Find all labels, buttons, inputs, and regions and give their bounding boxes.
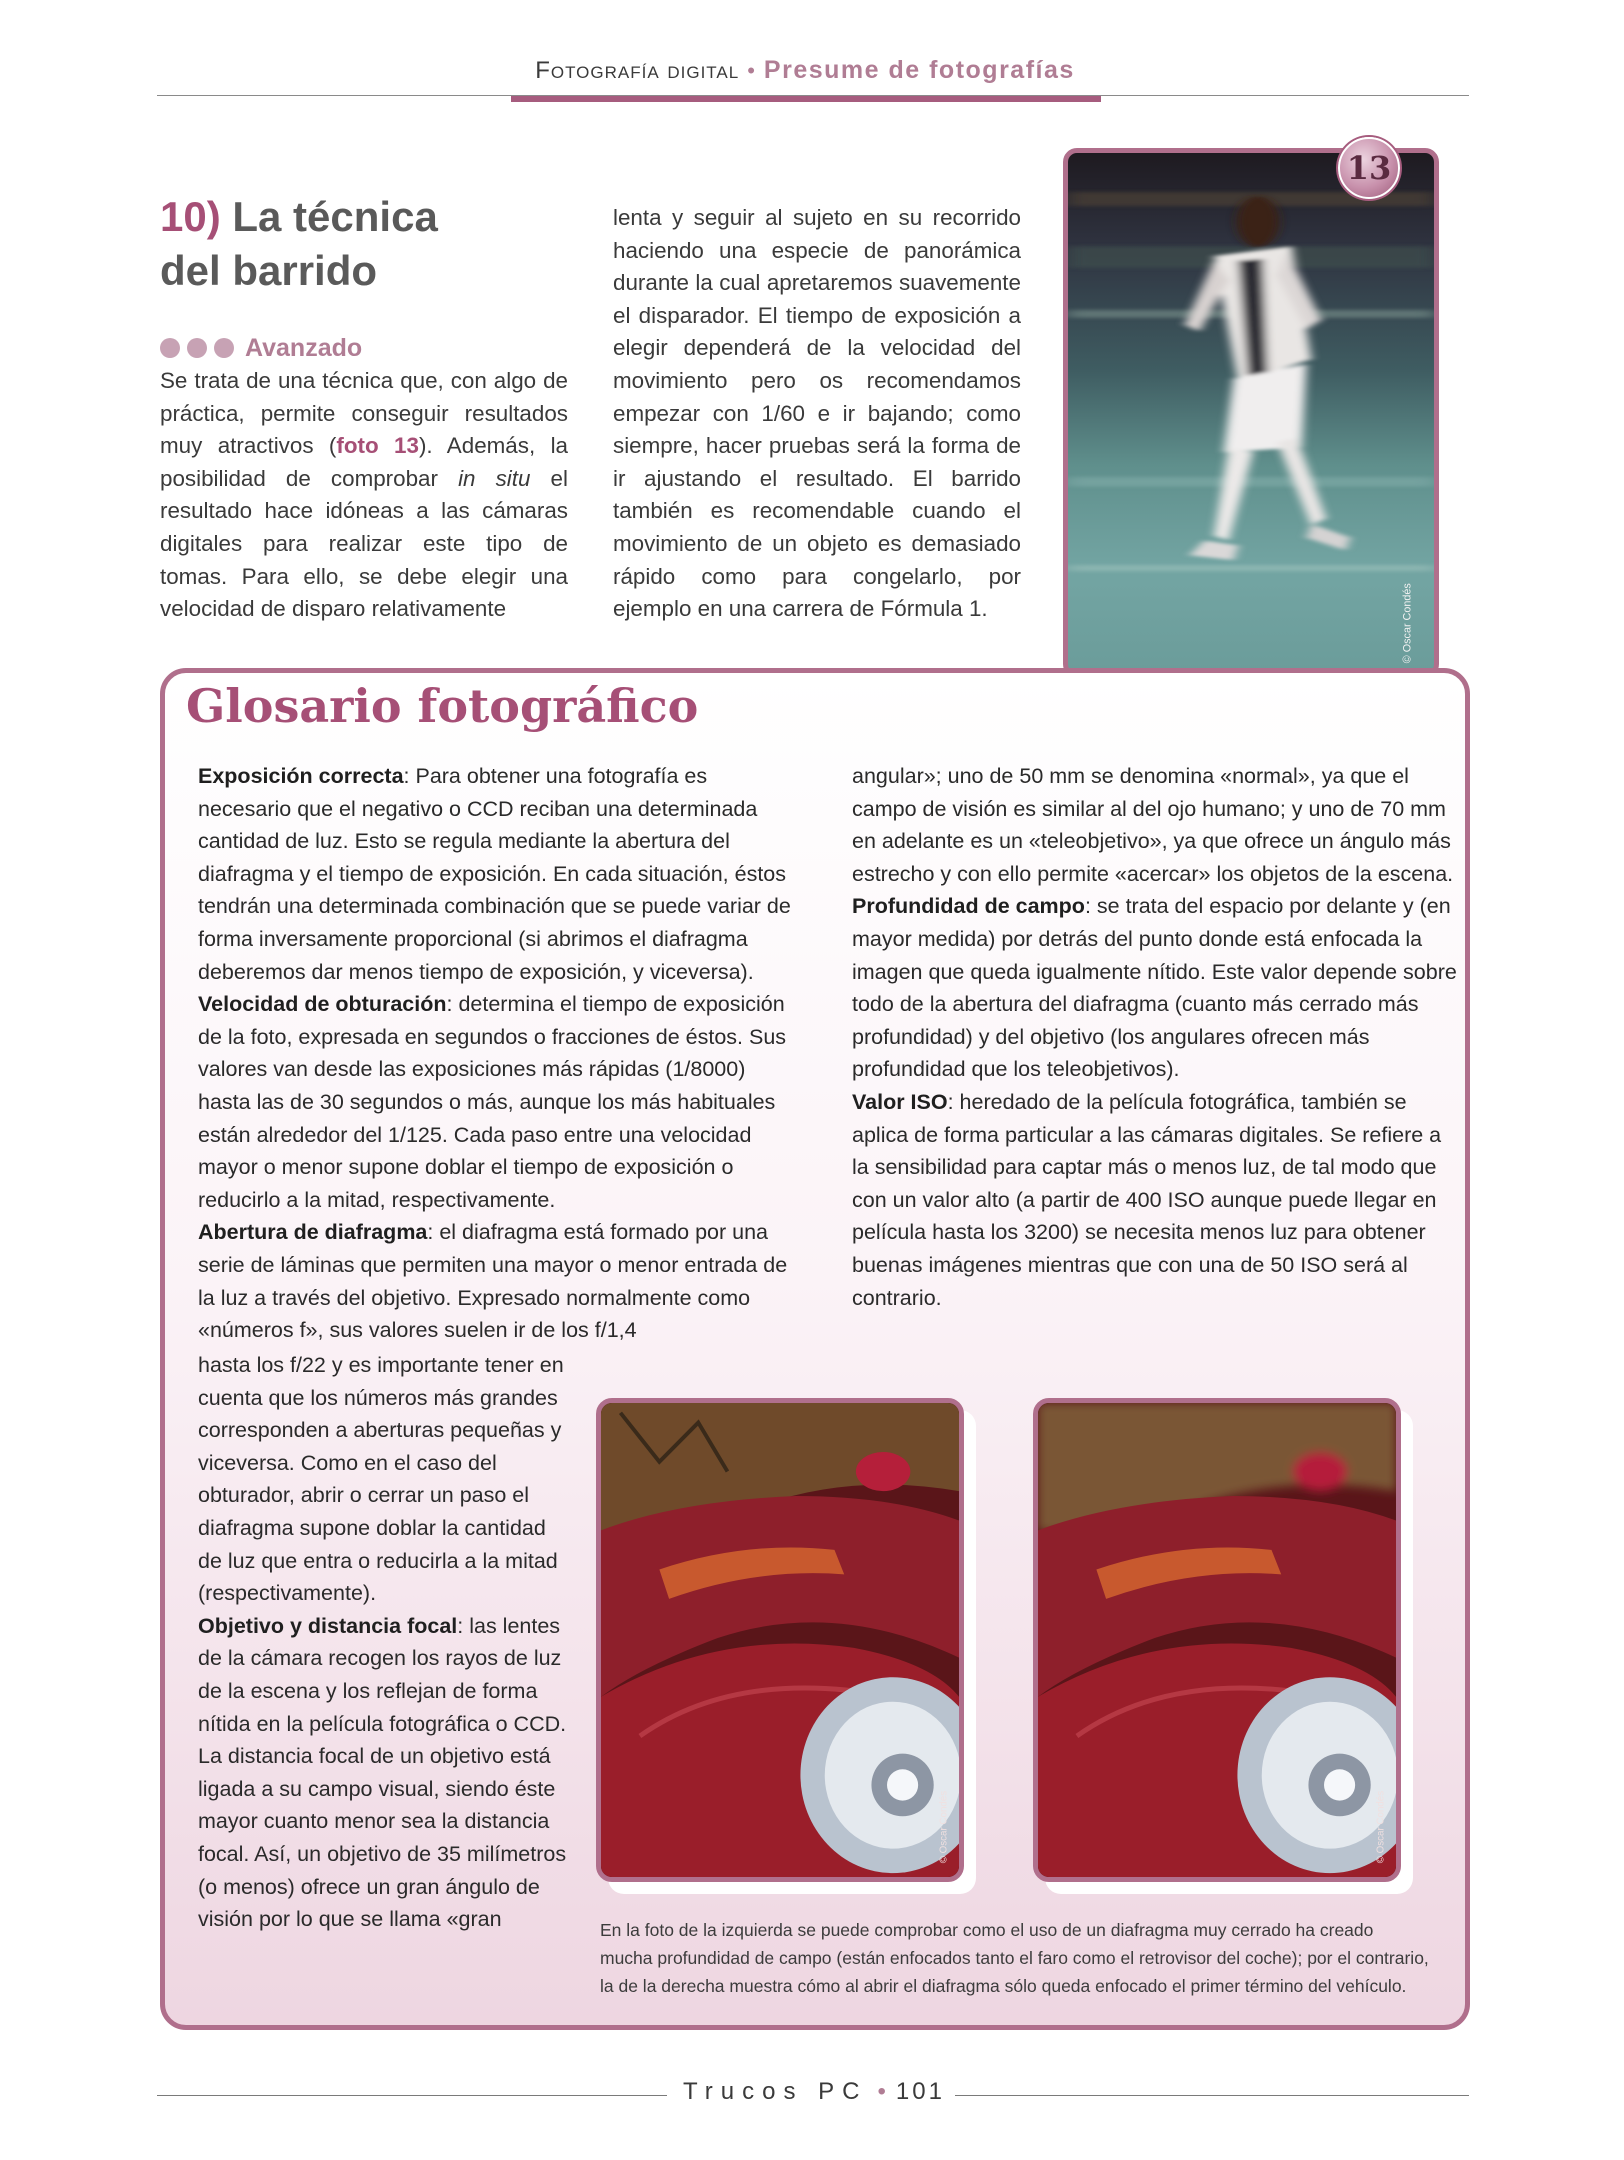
car-photo-open-aperture bbox=[1033, 1398, 1401, 1882]
panning-photo-illustration bbox=[1068, 153, 1434, 673]
photo-reference: foto 13 bbox=[336, 433, 419, 459]
photo-13-credit: © Oscar Condés bbox=[1401, 583, 1414, 664]
car-left-credit: © Oscar Condés bbox=[938, 1790, 950, 1864]
intro-emphasis: in situ bbox=[458, 465, 531, 491]
glossary-definition: : el diafragma está formado por una serie de láminas que permiten una mayor o menor entrada de la luz a través del objetivo. Expresado normalmente como «números f», sus valores suelen ir de los f/1,4 bbox=[198, 1220, 788, 1343]
glossary-column-1-narrow bbox=[198, 1349, 570, 1936]
running-header bbox=[510, 56, 1100, 90]
glossary-entry bbox=[852, 890, 1460, 1086]
footer-separator: • bbox=[877, 2078, 886, 2105]
section-number: 10) bbox=[160, 193, 221, 240]
header-section: Fotografía digital bbox=[535, 57, 740, 84]
glossary-definition: : se trata del espacio por delante y (en mayor medida) por detrás del punto donde está enfocada la imagen que queda igualmente nítido. Este valor depende sobre todo de la abertura del diafragma (cuanto más cerrado más profundidad) y del objetivo (los angulares ofrecen más profundidad que los teleobjetivos). bbox=[852, 894, 1457, 1082]
glossary-column-2 bbox=[852, 760, 1460, 1314]
photo-caption: En la foto de la izquierda se puede comprobar como el uso de un diafragma muy cerrado ha creado mucha profundidad de campo (están enfocados tanto el faro como el retrovisor del coche); por el contrario, la de la derecha muestra cómo al abrir el diafragma sólo queda enfocado el primer término del vehículo. bbox=[600, 1920, 1429, 1996]
page-number: 101 bbox=[895, 2078, 945, 2105]
header-subtitle: Presume de fotografías bbox=[763, 56, 1075, 84]
footer-rule-right bbox=[955, 2095, 1469, 2096]
glossary-term: Profundidad de campo bbox=[852, 894, 1085, 919]
car-photo-illustration bbox=[601, 1403, 959, 1877]
intro-column-1 bbox=[160, 365, 568, 626]
section-title-line1: La técnica bbox=[232, 193, 438, 240]
photo-13-panning bbox=[1063, 148, 1439, 678]
glossary-entry bbox=[198, 760, 798, 988]
glossary-definition-continued: hasta los f/22 y es importante tener en cuenta que los números más grandes corresponden a aberturas pequeñas y viceversa. Como en el caso del obturador, abrir o cerrar un paso el diafragma supone doblar la cantidad de luz que entra o reducirla a la mitad (respectivamente). bbox=[198, 1353, 564, 1606]
footer-magazine: Trucos PC bbox=[683, 2078, 868, 2105]
glossary-term: Valor ISO bbox=[852, 1089, 948, 1114]
glossary-definition: : las lentes de la cámara recogen los rayos de luz de la escena y los reflejan de forma nítida en la película fotográfica o CCD. La distancia focal de un objetivo está ligada a su campo visual, siendo éste mayor cuanto menor sea la distancia focal. Así, un objetivo de 35 milímetros (o menos) ofrece un gran ángulo de visión por lo que se llama «gran bbox=[198, 1613, 567, 1932]
glossary-entry bbox=[852, 1086, 1460, 1314]
page-footer bbox=[680, 2078, 948, 2112]
glossary-term: Abertura de diafragma bbox=[198, 1220, 428, 1245]
footer-rule-left bbox=[157, 2095, 667, 2096]
glossary-entry bbox=[198, 1610, 570, 1936]
glossary-term: Velocidad de obturación bbox=[198, 992, 447, 1017]
car-photo-closed-aperture bbox=[596, 1398, 964, 1882]
level-label: Avanzado bbox=[245, 333, 363, 362]
glossary-title: Glosario fotográfico bbox=[186, 679, 699, 733]
glossary-column-1 bbox=[198, 760, 798, 1347]
header-separator: • bbox=[747, 58, 756, 83]
glossary-definition: : Para obtener una fotografía es necesario que el negativo o CCD reciban una determinada cantidad de luz. Esto se regula mediante la abertura del diafragma y el tiempo de exposición. En cada situación, éstos tendrán una determinada combinación que se puede variar de forma inversamente proporcional (si abrimos el diafragma deberemos dar menos tiempo de exposición, y viceversa). bbox=[198, 764, 791, 984]
header-accent-bar bbox=[511, 96, 1101, 102]
car-right-credit: © Oscar Condés bbox=[1375, 1790, 1387, 1864]
car-photo-illustration bbox=[1038, 1403, 1396, 1877]
glossary-definition: : determina el tiempo de exposición de la foto, expresada en segundos o fracciones de éstos. Sus valores van desde las exposiciones más rápidas (1/8000) hasta las de 30 segundos o más, aunque los más habituales están alrededor del 1/125. Cada paso entre una velocidad mayor o menor supone doblar el tiempo de exposición o reducirlo a la mitad, respectivamente. bbox=[198, 992, 787, 1212]
level-dot-icon bbox=[187, 338, 207, 358]
intro-text: Se trata de una técnica que, con algo de práctica, permite conseguir resultados muy atractivos ( bbox=[160, 368, 568, 459]
glossary-term: Objetivo y distancia focal bbox=[198, 1613, 458, 1638]
glossary-entry bbox=[198, 988, 798, 1216]
level-dot-icon bbox=[160, 338, 180, 358]
glossary-definition: : heredado de la película fotográfica, también se aplica de forma particular a las cámaras digitales. Se refiere a la sensibilidad para captar más o menos luz, de tal modo que con un valor alto (a partir de 400 ISO aunque puede llegar en película hasta los 3200) se necesita menos luz para obtener buenas imágenes mientras que con una de 50 ISO será al contrario. bbox=[852, 1089, 1442, 1310]
glossary-term: Exposición correcta bbox=[198, 764, 404, 788]
level-dot-icon bbox=[214, 338, 234, 358]
section-title-line2: del barrido bbox=[160, 247, 378, 294]
difficulty-level bbox=[160, 333, 362, 363]
section-heading bbox=[160, 190, 590, 298]
intro-column-2: lenta y seguir al sujeto en su recorrido haciendo una especie de panorámica durante la cual apretaremos suavemente el disparador. El tiempo de exposición a elegir dependerá de la velocidad del movimiento pero os recomendamos empezar con 1/60 e ir bajando; como siempre, hacer pruebas será la forma de ir ajustando el resultado. El barrido también es recomendable cuando el movimiento de un objeto es demasiado rápido como para congelarlo, por ejemplo en una carrera de Fórmula 1. bbox=[613, 205, 1021, 622]
photo-number-badge: 13 bbox=[1338, 137, 1400, 199]
glossary-entry bbox=[198, 1216, 798, 1346]
intro-text: ). Además, la posibilidad de comprobar bbox=[160, 433, 569, 491]
glossary-definition-continued: angular»; uno de 50 mm se denomina «normal», ya que el campo de visión es similar al del ojo humano; y uno de 70 mm en adelante es un «teleobjetivo», ya que ofrece un ángulo más estrecho y con ello permite «acercar» los objetos de la escena. bbox=[852, 764, 1454, 886]
intro-text: el resultado hace idóneas a las cámaras digitales para realizar este tipo de tomas. Para ello, se debe elegir una velocidad de disparo relativamente bbox=[160, 465, 568, 622]
